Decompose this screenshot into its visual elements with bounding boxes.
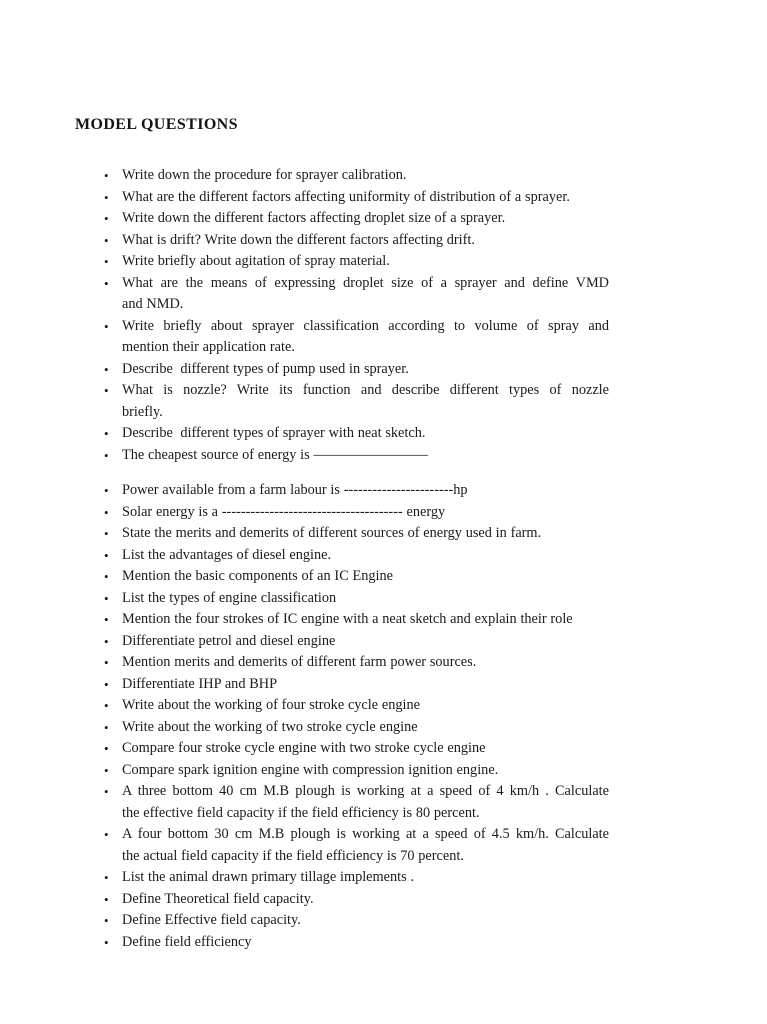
bullet-icon: • bbox=[104, 762, 109, 778]
bullet-icon: • bbox=[104, 612, 109, 627]
question-item bbox=[104, 316, 767, 359]
question-text: Describe different types of pump used in sprayer. bbox=[122, 360, 409, 377]
question-item bbox=[104, 380, 767, 423]
question-item bbox=[104, 609, 767, 631]
question-text: Define field efficiency bbox=[122, 933, 252, 950]
question-item bbox=[104, 273, 767, 316]
question-item bbox=[104, 760, 767, 782]
question-item bbox=[104, 359, 767, 381]
bullet-icon: • bbox=[104, 934, 109, 950]
question-item bbox=[104, 889, 767, 911]
bullet-icon: • bbox=[104, 547, 109, 563]
bullet-icon: • bbox=[104, 784, 109, 799]
bullet-icon: • bbox=[104, 870, 109, 885]
question-text: Differentiate petrol and diesel engine bbox=[122, 632, 336, 649]
question-item bbox=[104, 695, 767, 717]
question-text: Compare spark ignition engine with compression ignition engine. bbox=[122, 761, 499, 778]
question-text: State the merits and demerits of different sources of energy used in farm. bbox=[122, 525, 542, 541]
question-text: What are the different factors affecting uniformity of distribution of a sprayer. bbox=[122, 188, 570, 205]
question-text-line: A three bottom 40 cm M.B plough is working at a speed of 4 km/h . Calculate bbox=[122, 783, 609, 799]
question-text: Define Effective field capacity. bbox=[122, 912, 301, 928]
bullet-icon: • bbox=[104, 590, 109, 606]
question-text bbox=[122, 781, 609, 824]
bullet-icon: • bbox=[104, 569, 109, 584]
question-text-line: What are the means of expressing droplet size of a sprayer and define VMD bbox=[122, 274, 609, 291]
bullet-icon: • bbox=[104, 526, 109, 541]
question-text: The cheapest source of energy is –––––––––––––––– bbox=[122, 446, 428, 463]
question-item bbox=[104, 566, 767, 588]
question-text: Differentiate IHP and BHP bbox=[122, 675, 278, 692]
question-item bbox=[104, 523, 767, 545]
page-title: MODEL QUESTIONS bbox=[75, 116, 238, 133]
bullet-icon: • bbox=[104, 318, 109, 334]
question-item bbox=[104, 631, 767, 653]
bullet-icon: • bbox=[104, 254, 109, 269]
question-text-line: the actual field capacity if the field efficiency is 70 percent. bbox=[122, 847, 464, 864]
bullet-icon: • bbox=[104, 655, 109, 670]
question-item bbox=[104, 187, 767, 209]
question-text: What is drift? Write down the different factors affecting drift. bbox=[122, 231, 475, 248]
question-item bbox=[104, 423, 767, 445]
bullet-icon: • bbox=[104, 211, 109, 226]
question-text: Mention the basic components of an IC Engine bbox=[122, 568, 393, 584]
question-text: Mention merits and demerits of different farm power sources. bbox=[122, 654, 477, 670]
question-item bbox=[104, 867, 767, 889]
bullet-icon: • bbox=[104, 383, 109, 398]
question-item bbox=[104, 445, 767, 467]
question-text: List the animal drawn primary tillage implements . bbox=[122, 869, 415, 885]
bullet-icon: • bbox=[104, 633, 109, 649]
question-item bbox=[104, 910, 767, 932]
question-list bbox=[104, 165, 767, 953]
question-text-line: the effective field capacity if the field efficiency is 80 percent. bbox=[122, 804, 480, 821]
question-text: Write down the different factors affecting droplet size of a sprayer. bbox=[122, 210, 506, 226]
question-text: Write about the working of two stroke cycle engine bbox=[122, 718, 418, 735]
question-text bbox=[122, 316, 609, 359]
bullet-icon: • bbox=[104, 168, 109, 183]
question-text: Write briefly about agitation of spray material. bbox=[122, 253, 390, 269]
question-text: Power available from a farm labour is -----------------------hp bbox=[122, 482, 468, 498]
bullet-icon: • bbox=[104, 275, 109, 291]
question-item bbox=[104, 208, 767, 230]
bullet-icon: • bbox=[104, 232, 109, 248]
question-text: List the advantages of diesel engine. bbox=[122, 546, 332, 563]
bullet-icon: • bbox=[104, 719, 109, 735]
question-item bbox=[104, 588, 767, 610]
question-item bbox=[104, 932, 767, 954]
question-text: Describe different types of sprayer with neat sketch. bbox=[122, 425, 426, 441]
question-item bbox=[104, 738, 767, 760]
question-text: List the types of engine classification bbox=[122, 589, 337, 606]
question-text: Solar energy is a -------------------------------------- energy bbox=[122, 503, 446, 520]
bullet-icon: • bbox=[104, 676, 109, 692]
question-item bbox=[104, 502, 767, 524]
question-text: Compare four stroke cycle engine with two stroke cycle engine bbox=[122, 740, 486, 756]
question-item bbox=[104, 824, 767, 867]
question-text: Mention the four strokes of IC engine with a neat sketch and explain their role bbox=[122, 611, 573, 627]
bullet-icon: • bbox=[104, 189, 109, 205]
question-text: Define Theoretical field capacity. bbox=[122, 890, 314, 907]
bullet-icon: • bbox=[104, 913, 109, 928]
bullet-icon: • bbox=[104, 361, 109, 377]
question-item bbox=[104, 781, 767, 824]
question-item bbox=[104, 251, 767, 273]
bullet-icon: • bbox=[104, 447, 109, 463]
bullet-icon: • bbox=[104, 741, 109, 756]
question-item bbox=[104, 480, 767, 502]
question-text bbox=[122, 273, 609, 316]
bullet-icon: • bbox=[104, 698, 109, 713]
question-item bbox=[104, 674, 767, 696]
question-item bbox=[104, 652, 767, 674]
bullet-icon: • bbox=[104, 504, 109, 520]
bullet-icon: • bbox=[104, 891, 109, 907]
bullet-icon: • bbox=[104, 827, 109, 842]
question-text-line: briefly. bbox=[122, 403, 163, 420]
question-text bbox=[122, 824, 609, 867]
question-text-line: A four bottom 30 cm M.B plough is working at a speed of 4.5 km/h. Calculate bbox=[122, 826, 609, 842]
question-text-line: Write briefly about sprayer classification according to volume of spray and bbox=[122, 317, 609, 334]
question-item bbox=[104, 165, 767, 187]
question-text-line: What is nozzle? Write its function and describe different types of nozzle bbox=[122, 382, 609, 398]
question-item bbox=[104, 717, 767, 739]
question-text-line: mention their application rate. bbox=[122, 339, 295, 355]
question-text: Write down the procedure for sprayer calibration. bbox=[122, 167, 407, 183]
bullet-icon: • bbox=[104, 483, 109, 498]
bullet-icon: • bbox=[104, 426, 109, 441]
question-item bbox=[104, 545, 767, 567]
question-text bbox=[122, 380, 609, 423]
question-item bbox=[104, 230, 767, 252]
question-text: Write about the working of four stroke cycle engine bbox=[122, 697, 420, 713]
question-text-line: and NMD. bbox=[122, 296, 184, 312]
